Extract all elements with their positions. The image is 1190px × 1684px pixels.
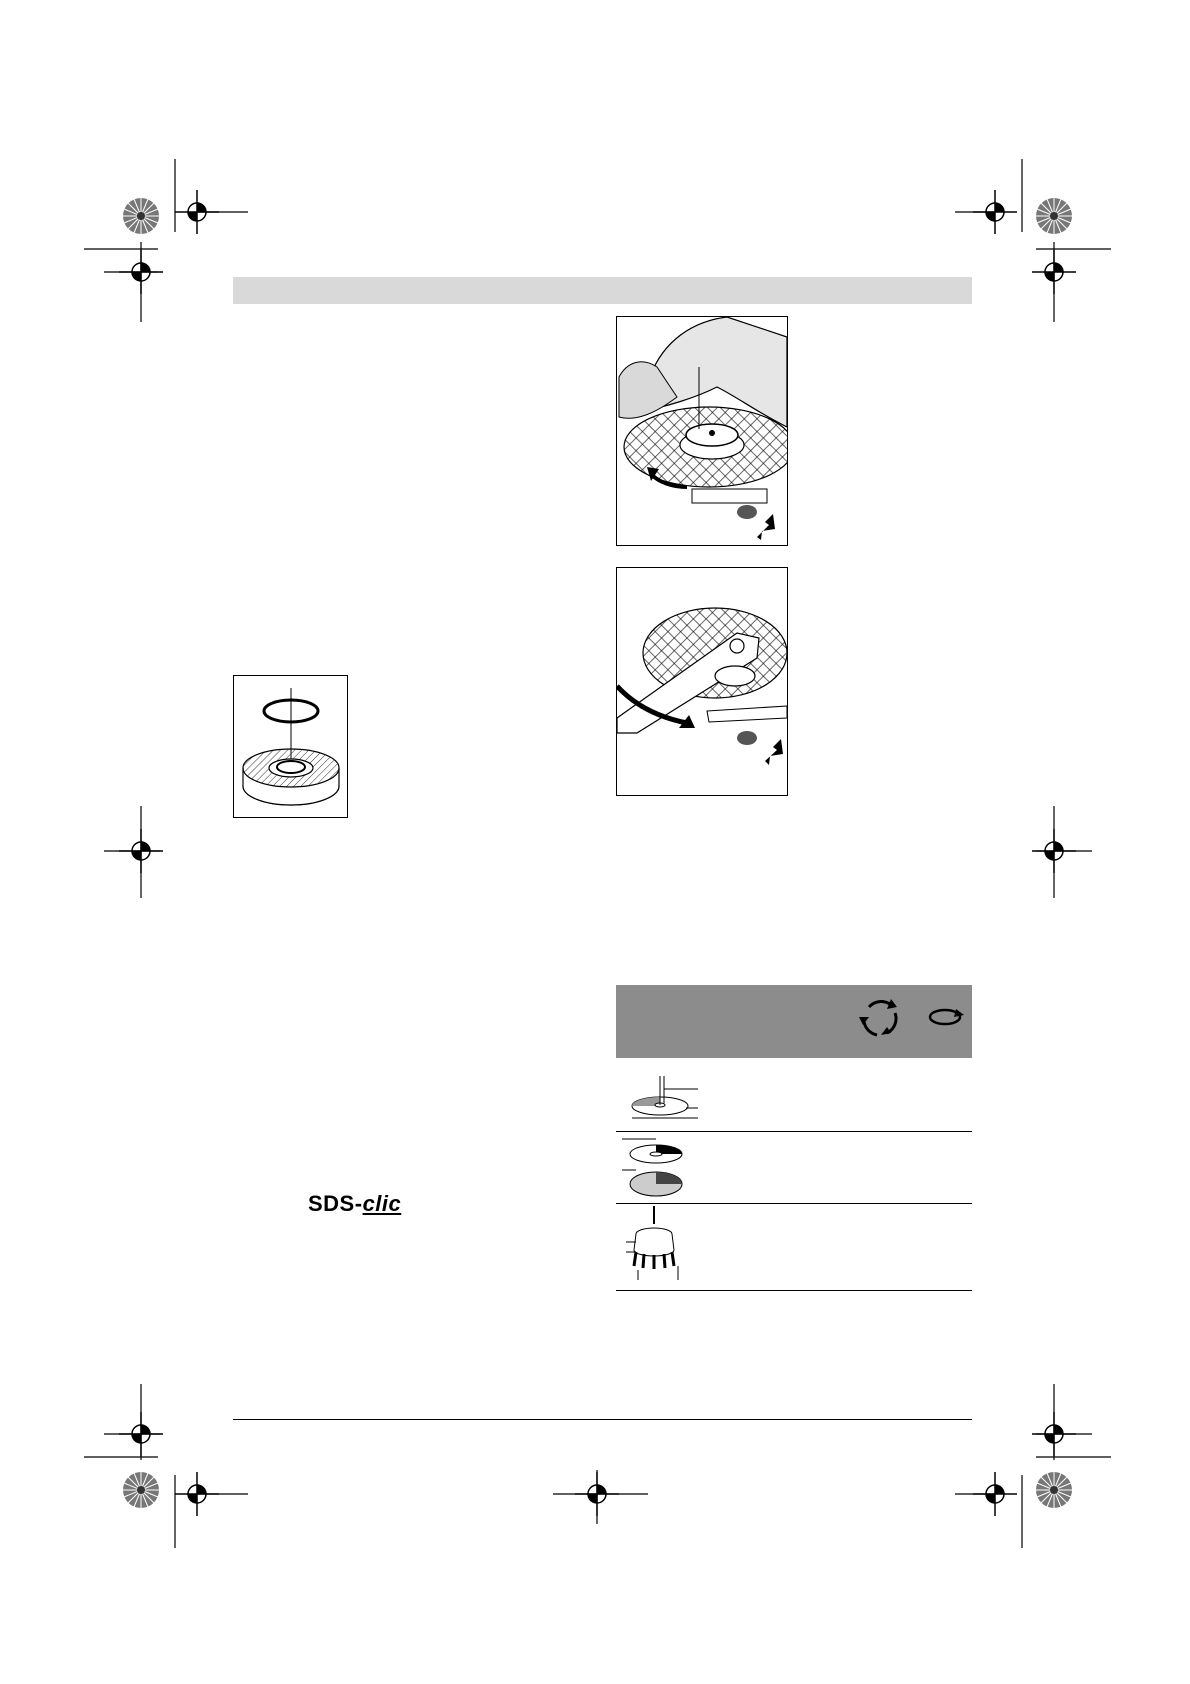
logo-suffix: clic <box>362 1191 402 1216</box>
figure-disc-with-o-ring <box>233 675 348 818</box>
grinding-disc-diagram <box>616 1132 706 1203</box>
accessory-row-cup-brush <box>616 1204 972 1291</box>
cutting-disc-diagram <box>616 1058 706 1131</box>
logo-brand: SDS- <box>308 1191 363 1216</box>
cup-brush-diagram <box>616 1204 706 1290</box>
figure-tighten-nut-by-hand <box>616 316 788 546</box>
page-header-bar <box>233 277 972 304</box>
recycle-arrows-icon <box>857 995 903 1041</box>
accessory-table-header <box>616 985 972 1058</box>
accessory-row-grinding-disc <box>616 1132 972 1204</box>
page-footer-rule <box>233 1419 972 1420</box>
accessory-row-cutting-disc <box>616 1058 972 1132</box>
rotation-arrow-icon <box>926 1005 964 1029</box>
sds-clic-logo <box>308 1191 401 1217</box>
figure-loosen-with-wrench <box>616 567 788 796</box>
